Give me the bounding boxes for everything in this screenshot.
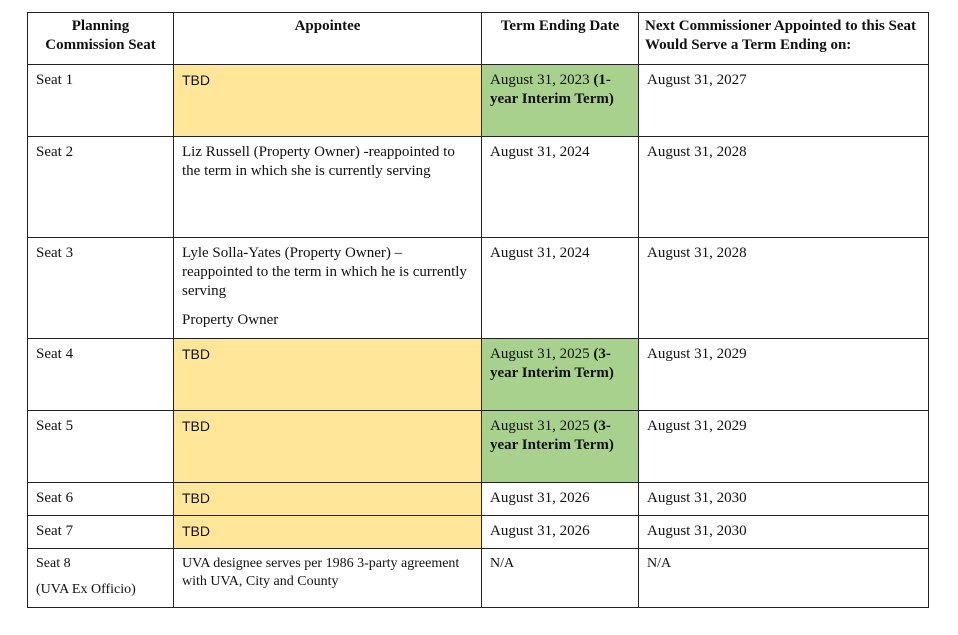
header-term-end: Term Ending Date bbox=[482, 13, 639, 65]
table-row bbox=[28, 516, 929, 549]
appointee-cell bbox=[174, 238, 482, 339]
next-term-cell: August 31, 2030 bbox=[639, 516, 929, 549]
header-seat: Planning Commission Seat bbox=[28, 13, 174, 65]
seat-cell: Seat 3 bbox=[28, 238, 174, 339]
term-note: (3-year Interim Term) bbox=[490, 346, 614, 381]
table-row bbox=[28, 238, 929, 339]
term-date: August 31, 2025 bbox=[490, 418, 590, 434]
term-end-cell bbox=[482, 411, 639, 483]
term-end-cell bbox=[482, 339, 639, 411]
table-row bbox=[28, 339, 929, 411]
header-appointee: Appointee bbox=[174, 13, 482, 65]
appointee-cell: TBD bbox=[174, 516, 482, 549]
header-row bbox=[28, 13, 929, 65]
term-end-cell: August 31, 2024 bbox=[482, 137, 639, 238]
table-row bbox=[28, 411, 929, 483]
appointee-cell: TBD bbox=[174, 411, 482, 483]
table-row bbox=[28, 137, 929, 238]
seat-label: Seat 8 bbox=[36, 556, 71, 571]
appointee-cell: TBD bbox=[174, 339, 482, 411]
next-term-cell: August 31, 2027 bbox=[639, 65, 929, 137]
term-end-cell: August 31, 2024 bbox=[482, 238, 639, 339]
appointee-cell: TBD bbox=[174, 483, 482, 516]
appointee-cell: TBD bbox=[174, 65, 482, 137]
seat-cell: Seat 5 bbox=[28, 411, 174, 483]
seat-cell: Seat 1 bbox=[28, 65, 174, 137]
next-term-cell: August 31, 2028 bbox=[639, 137, 929, 238]
next-term-cell: N/A bbox=[639, 549, 929, 608]
term-end-cell: August 31, 2026 bbox=[482, 516, 639, 549]
term-date: August 31, 2025 bbox=[490, 346, 590, 362]
term-date: August 31, 2023 bbox=[490, 72, 590, 88]
next-term-cell: August 31, 2029 bbox=[639, 339, 929, 411]
table-row bbox=[28, 483, 929, 516]
appointee-extra: Property Owner bbox=[182, 312, 279, 328]
term-note: (1-year Interim Term) bbox=[490, 72, 614, 107]
seat-cell: Seat 6 bbox=[28, 483, 174, 516]
appointee-cell: Liz Russell (Property Owner) -reappointed to the term in which she is currently serving bbox=[174, 137, 482, 238]
next-term-cell: August 31, 2029 bbox=[639, 411, 929, 483]
next-term-cell: August 31, 2028 bbox=[639, 238, 929, 339]
seat-cell: Seat 7 bbox=[28, 516, 174, 549]
term-note: (3-year Interim Term) bbox=[490, 418, 614, 453]
planning-commission-table bbox=[27, 12, 929, 608]
appointee-text: Lyle Solla-Yates (Property Owner) – reappointed to the term in which he is currently serving bbox=[182, 245, 467, 299]
seat-cell: Seat 2 bbox=[28, 137, 174, 238]
seat-sub-label: (UVA Ex Officio) bbox=[36, 582, 136, 597]
next-term-cell: August 31, 2030 bbox=[639, 483, 929, 516]
appointee-cell: UVA designee serves per 1986 3-party agreement with UVA, City and County bbox=[174, 549, 482, 608]
term-end-cell: August 31, 2026 bbox=[482, 483, 639, 516]
header-next-term: Next Commissioner Appointed to this Seat Would Serve a Term Ending on: bbox=[639, 13, 929, 65]
table-row bbox=[28, 65, 929, 137]
table-row bbox=[28, 549, 929, 608]
term-end-cell bbox=[482, 65, 639, 137]
seat-cell bbox=[28, 549, 174, 608]
seat-cell: Seat 4 bbox=[28, 339, 174, 411]
term-end-cell: N/A bbox=[482, 549, 639, 608]
